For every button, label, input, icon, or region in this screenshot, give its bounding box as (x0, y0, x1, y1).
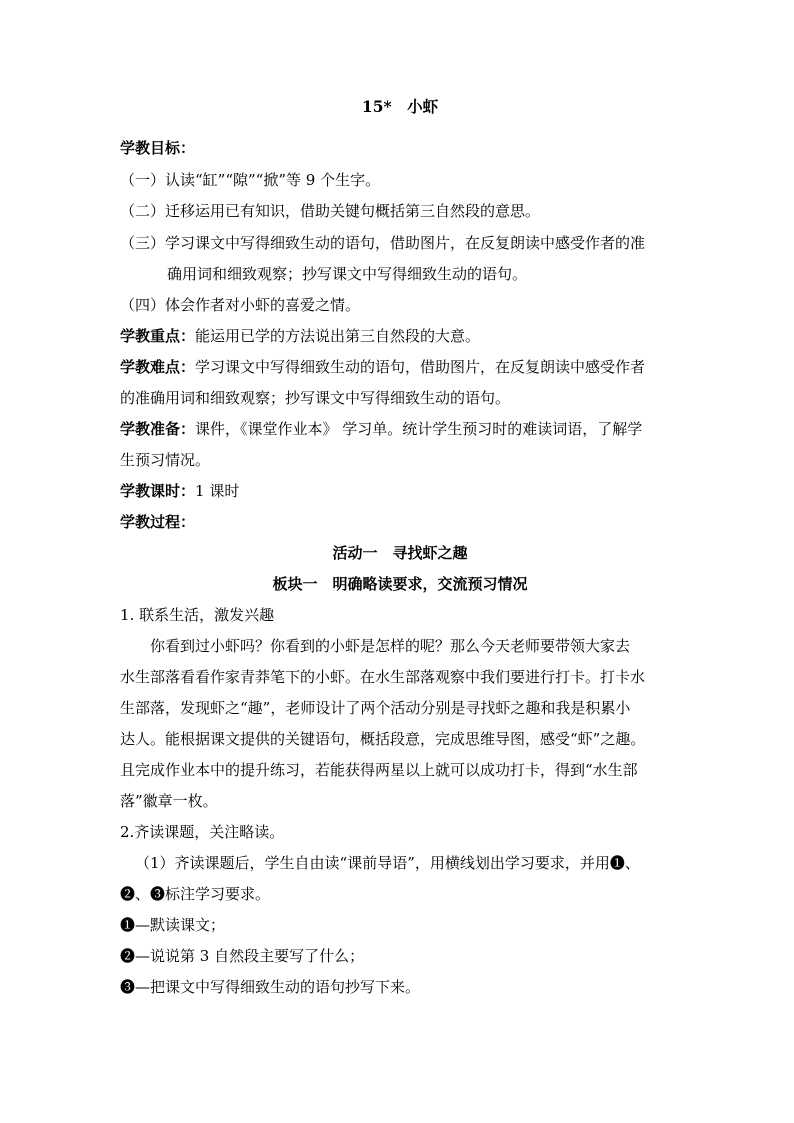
step2-para-line-1: （1）齐读课题后，学生自由读“课前导语”，用横线划出学习要求，并用❶、 (135, 854, 640, 872)
hours-text: 1 课时 (195, 482, 240, 500)
goal-item-3: （三）学习课文中写得细致生动的语句，借助图片，在反复朗读中感受作者的准 (120, 234, 646, 252)
process-heading: 学教过程： (120, 513, 196, 531)
step1-para-line-4: 达人。能根据课文提供的关键语句，概括段意，完成思维导图，感受“虾”之趣。 (120, 730, 646, 748)
requirement-3: ❸—把课文中写得细致生动的语句抄写下来。 (120, 978, 421, 996)
preparation-label: 学教准备： (120, 420, 196, 438)
difficulty-text: 学习课文中写得细致生动的语句，借助图片，在反复朗读中感受作者 (195, 358, 646, 376)
requirement-1: ❶—默读课文； (120, 916, 226, 934)
goal-item-4: （四）体会作者对小虾的喜爱之情。 (120, 296, 361, 314)
goal-item-3-continued: 确用词和细致观察；抄写课文中写得细致生动的语句。 (167, 265, 528, 283)
step1-para-line-1: 你看到过小虾吗？你看到的小虾是怎样的呢？那么今天老师要带领大家去 (150, 637, 631, 655)
activity-title: 活动一 寻找虾之趣 (332, 544, 468, 562)
preparation (120, 419, 680, 439)
difficulty-text-continued: 的准确用词和细致观察；抄写课文中写得细致生动的语句。 (120, 389, 511, 407)
key-point-label: 学教重点： (120, 327, 196, 345)
step1-heading: 1. 联系生活，激发兴趣 (120, 606, 275, 624)
key-point (120, 326, 680, 346)
step1-para-line-5: 且完成作业本中的提升练习，若能获得两星以上就可以成功打卡，得到“水生部 (120, 761, 638, 779)
requirement-2: ❷—说说第 3 自然段主要写了什么； (120, 947, 365, 965)
preparation-text-continued: 生预习情况。 (120, 451, 211, 469)
goals-heading: 学教目标： (120, 139, 196, 157)
step1-para-line-3: 生部落，发现虾之“趣”，老师设计了两个活动分别是寻找虾之趣和我是积累小 (120, 699, 631, 717)
key-point-text: 能运用已学的方法说出第三自然段的大意。 (195, 327, 481, 345)
lesson-hours (120, 481, 680, 501)
step1-para-line-2: 水生部落看看作家青莽笔下的小虾。在水生部落观察中我们要进行打卡。打卡水 (120, 668, 646, 686)
step2-heading: 2.齐读课题，关注略读。 (120, 823, 285, 841)
step1-para-line-6: 落”徽章一枚。 (120, 792, 218, 810)
goal-item-2: （二）迁移运用已有知识，借助关键句概括第三自然段的意思。 (120, 202, 541, 220)
preparation-text: 课件，《课堂作业本》 学习单。统计学生预习时的难读词语，了解学 (195, 420, 643, 438)
block-title: 板块一 明确略读要求，交流预习情况 (272, 575, 528, 593)
hours-label: 学教课时： (120, 482, 196, 500)
difficulty-point (120, 357, 680, 377)
goal-item-1: （一）认读“缸”“隙”“掀”等 9 个生字。 (120, 171, 381, 189)
difficulty-label: 学教难点： (120, 358, 196, 376)
lesson-title: 15* 小虾 (361, 97, 439, 116)
step2-para-line-2: ❷、❸标注学习要求。 (120, 885, 271, 903)
